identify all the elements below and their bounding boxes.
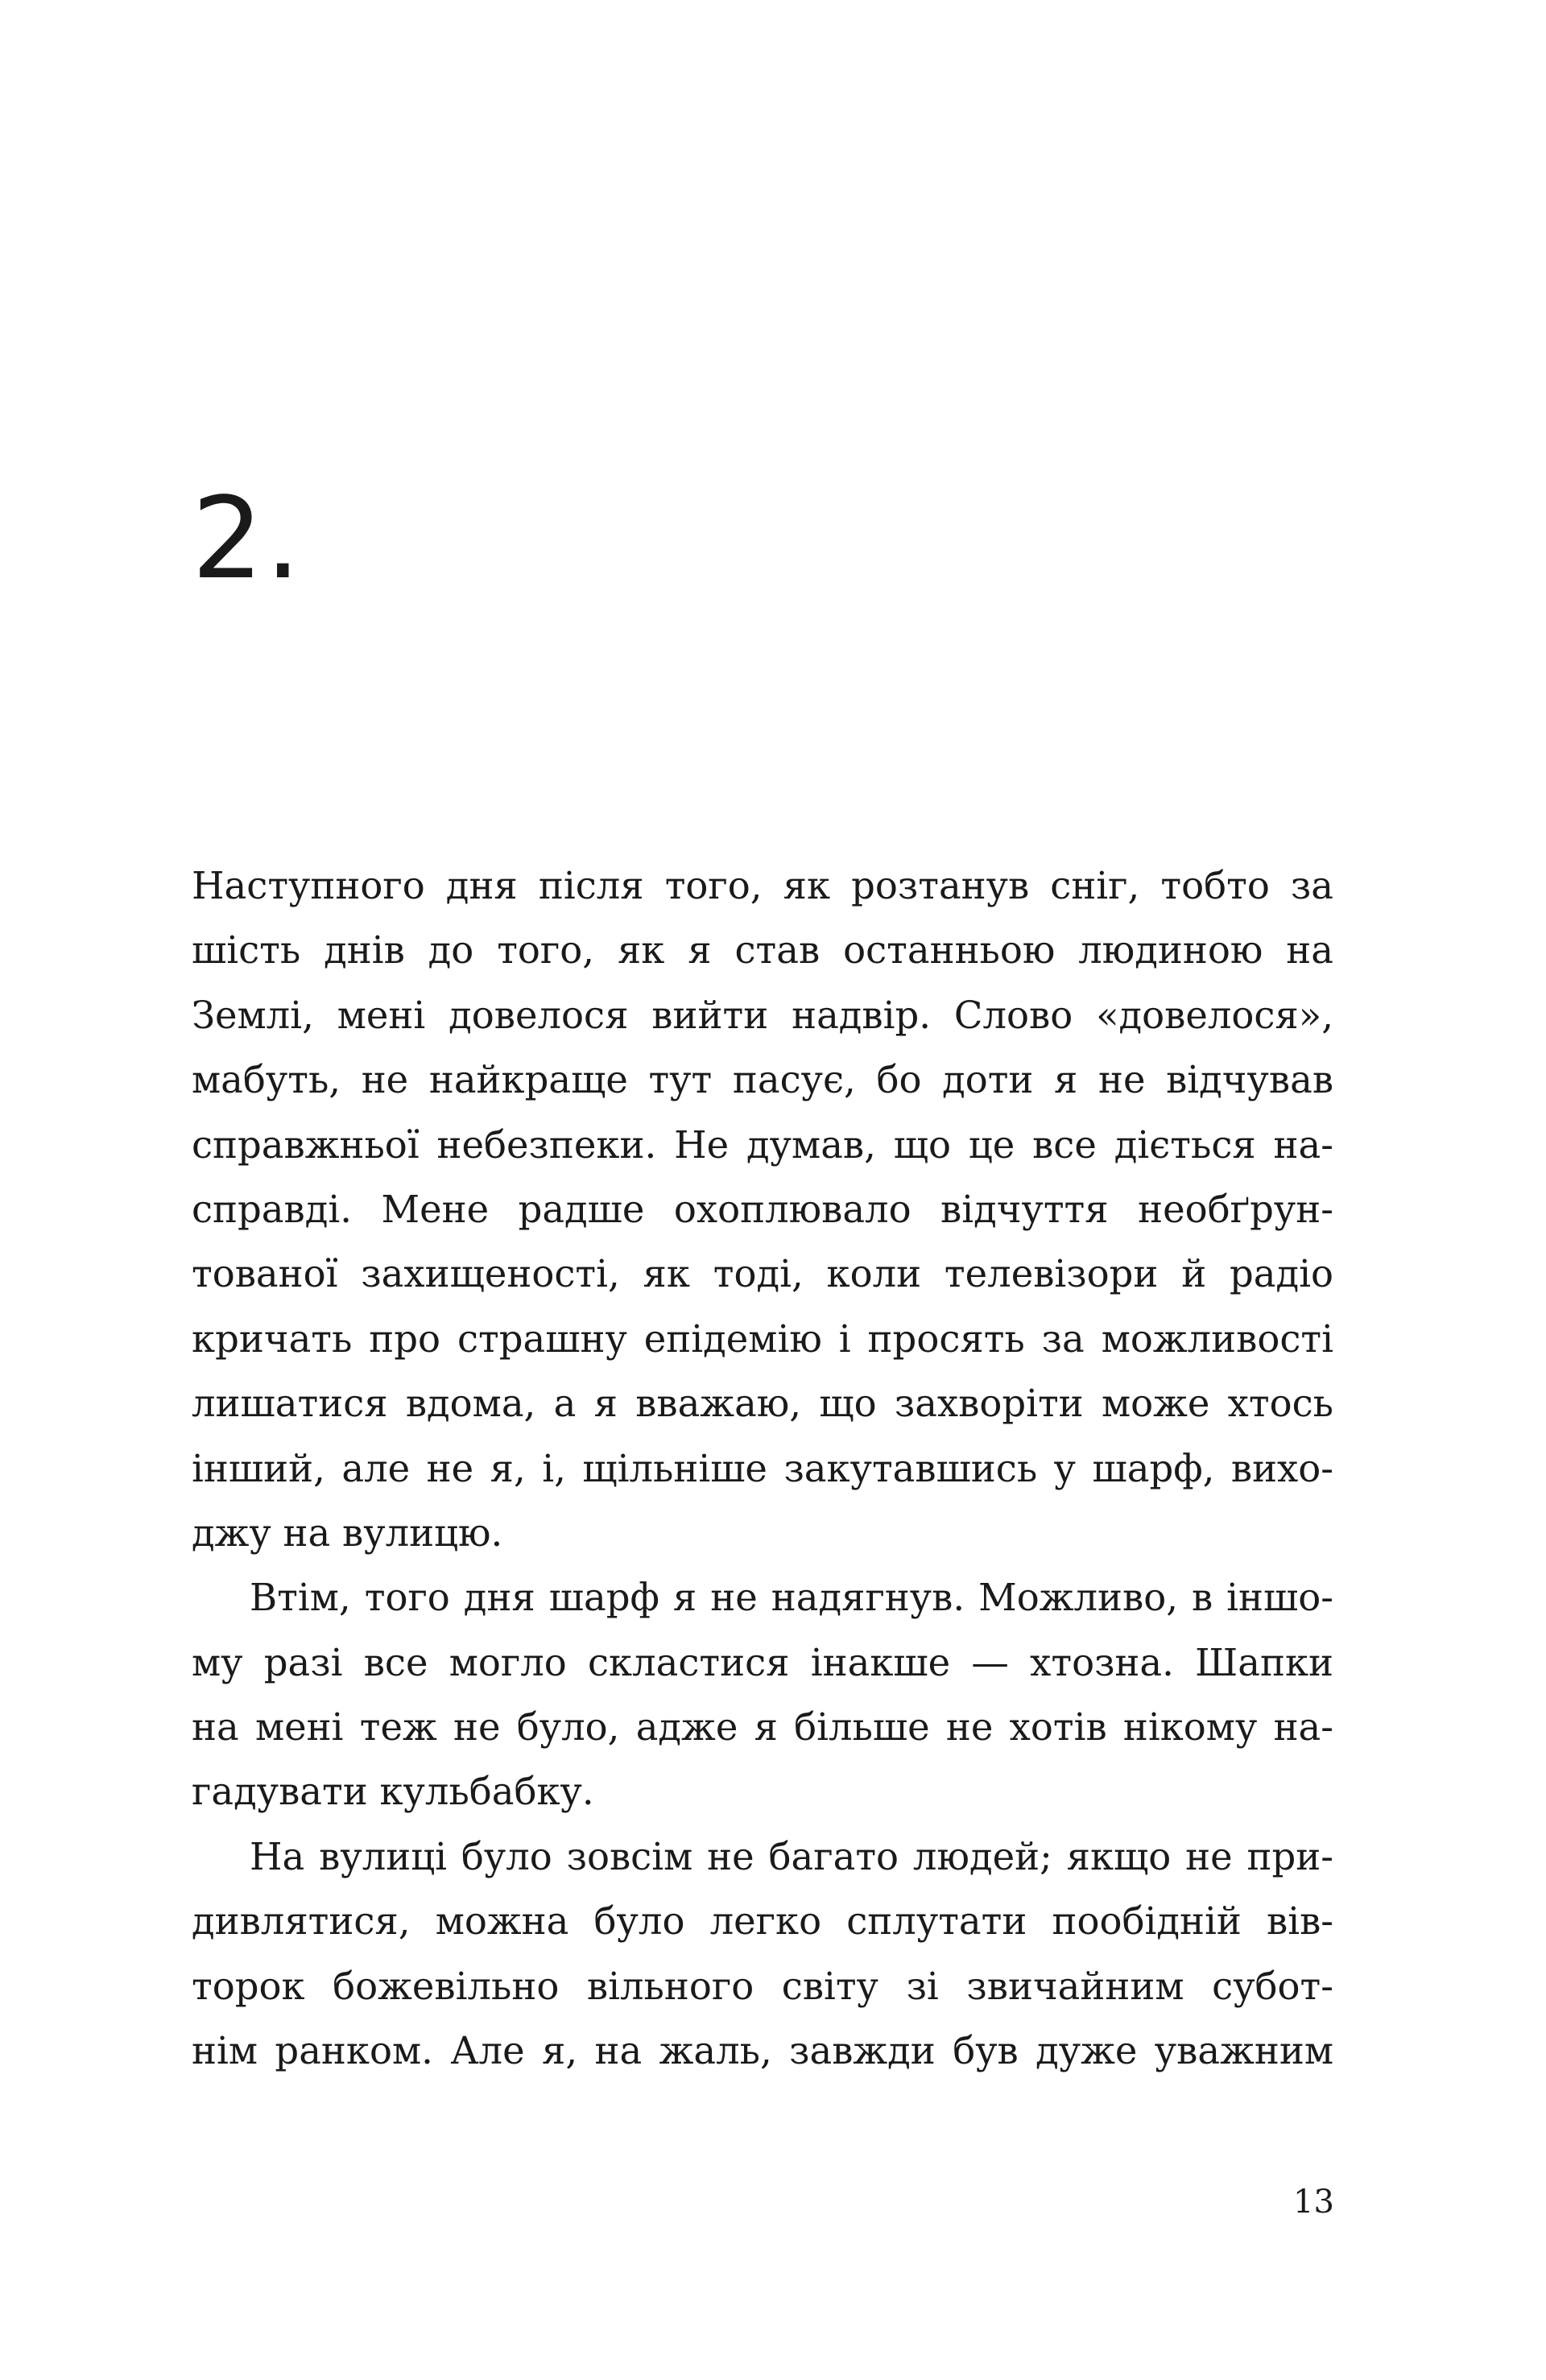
text-line: нім ранком. Але я, на жаль, завжди був дуже уважним xyxy=(192,2029,1333,2073)
text-line: шість днів до того, як я став останньою людиною на xyxy=(192,928,1333,973)
text-line: лишатися вдома, а я вважаю, що захворіти може хтось xyxy=(192,1382,1333,1426)
text-line: справді. Мене радше охоплювало відчуття необґрун- xyxy=(192,1187,1333,1231)
text-line: дивлятися, можна було легко сплутати пообідній вів- xyxy=(192,1899,1333,1944)
paragraph-2 xyxy=(192,1565,1333,1824)
text-line: торок божевільно вільного світу зі звичайним субот- xyxy=(192,1964,1333,2008)
text-line: Землі, мені довелося вийти надвір. Слово «довелося», xyxy=(192,993,1333,1037)
text-line: тованої захищеності, як тоді, коли телевізори й радіо xyxy=(192,1252,1333,1296)
text-line: інший, але не я, і, щільніше закутавшись у шарф, вихо- xyxy=(192,1446,1333,1490)
text-line: справжньої небезпеки. Не думав, що це все діється на- xyxy=(192,1122,1333,1167)
text-line: мабуть, не найкраще тут пасує, бо доти я не відчував xyxy=(192,1058,1333,1102)
paragraph-3 xyxy=(192,1824,1333,2084)
text-line: кричать про страшну епідемію і просять за можливості xyxy=(192,1316,1333,1361)
text-line: гадувати кульбабку. xyxy=(192,1770,594,1814)
chapter-number: 2. xyxy=(192,473,303,605)
text-line: Втім, того дня шарф я не надягнув. Можливо, в іншо- xyxy=(250,1576,1333,1620)
text-line: На вулиці було зовсім не багато людей; якщо не при- xyxy=(250,1834,1333,1878)
text-line: му разі все могло скластися інакше — хтозна. Шапки xyxy=(192,1640,1333,1684)
text-line: Наступного дня після того, як розтанув сніг, тобто за xyxy=(192,864,1333,907)
page-number: 13 xyxy=(1293,2184,1334,2221)
paragraph-1 xyxy=(192,853,1333,1565)
text-line: джу на вулицю. xyxy=(192,1510,503,1555)
chapter-body-text xyxy=(192,853,1333,2083)
text-line: на мені теж не було, адже я більше не хотів нікому на- xyxy=(192,1705,1333,1750)
